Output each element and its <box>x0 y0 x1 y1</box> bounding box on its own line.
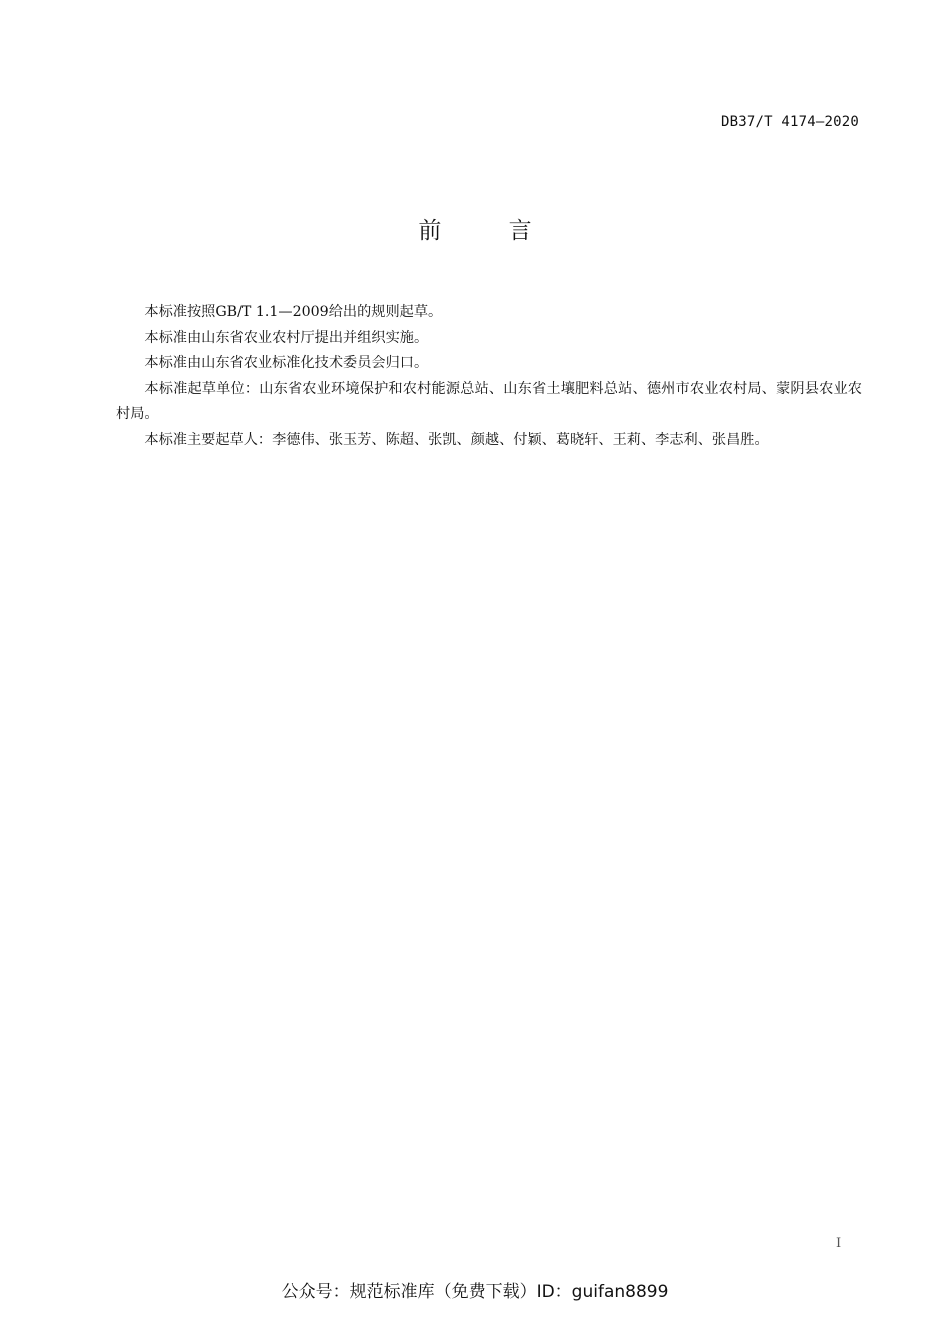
page-number: I <box>836 1236 842 1251</box>
paragraph-drafters: 本标准主要起草人：李德伟、张玉芳、陈超、张凯、颜越、付颖、葛晓轩、王莉、李志利、张昌胜。 <box>144 431 769 448</box>
paragraph-technical-committee: 本标准由山东省农业标准化技术委员会归口。 <box>144 355 429 371</box>
footer-watermark: 公众号：规范标准库（免费下载）ID：guifan8899 <box>281 1282 669 1302</box>
paragraph-drafting-rules: 本标准按照GB/T 1.1—2009给出的规则起草。 <box>144 304 443 320</box>
page-title: 前 言 <box>418 218 562 244</box>
standard-code: DB37/T 4174—2020 <box>720 114 859 130</box>
foreword-body <box>116 300 862 453</box>
paragraph-drafting-units: 本标准起草单位：山东省农业环境保护和农村能源总站、山东省土壤肥料总站、德州市农业农村局、蒙阴县农业农村局。 <box>116 380 862 422</box>
paragraph-proposer: 本标准由山东省农业农村厅提出并组织实施。 <box>144 329 429 346</box>
